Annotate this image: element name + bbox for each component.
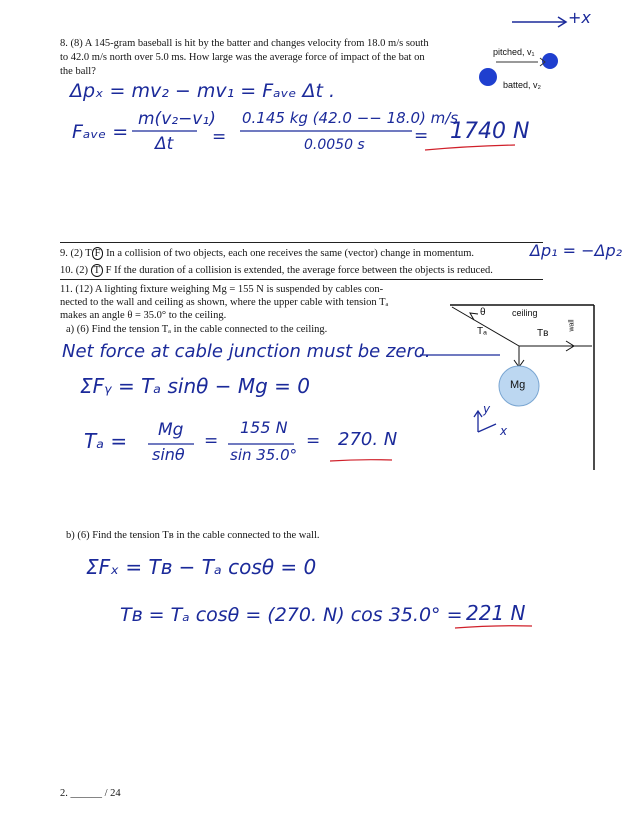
q11-work-b-line-2: Tʙ = Tₐ cosθ = (270. N) cos 35.0° = (120, 604, 463, 626)
q10-post: F If the duration of a collision is extended, the average force between the objects is reduced. (103, 265, 493, 276)
q11-work-a-eq2: = (306, 431, 321, 451)
q11-work-b-line-1: ΣFₓ = Tʙ − Tₐ cosθ = 0 (86, 555, 317, 579)
q9-post: In a collision of two objects, each one receives the same (vector) change in momentum. (103, 248, 475, 259)
answer-underline-q8 (425, 145, 515, 150)
q11-answer-b: 221 N (466, 601, 526, 625)
diagram-tb: Tʙ (537, 328, 549, 339)
rule-above-q11 (60, 279, 543, 280)
label-batted: batted, v₂ (503, 80, 542, 90)
q11-line-1: 11. (12) A lighting fixture weighing Mg = 155 N is suspended by cables con- (60, 284, 384, 295)
q8-work-numerator: 0.145 kg (42.0 −− 18.0) m/s (242, 109, 459, 127)
q8-line-1: 8. (8) A 145-gram baseball is hit by the batter and changes velocity from 18.0 m/s south (60, 38, 429, 49)
q8-work-eq2: = (414, 126, 429, 146)
q9-circled-answer: F (92, 247, 104, 260)
q9-pre: 9. (2) T (60, 248, 92, 259)
plus-x-label: +x (568, 8, 591, 27)
q11-line-3: makes an angle θ = 35.0° to the ceiling. (60, 310, 227, 321)
q11-work-a-f1-num: Mg (158, 420, 184, 440)
q9-hand-note: Δp₁ = −Δp₂ (530, 241, 623, 260)
batted-ball (479, 68, 497, 86)
axis-x (478, 424, 496, 432)
q8-line-2: to 42.0 m/s north over 5.0 ms. How large was the average force of impact of the bat on (60, 52, 425, 63)
q11-work-a-f1-den: sinθ (152, 445, 185, 464)
axes-x-label: x (500, 424, 508, 438)
q10-circled-answer: T (91, 264, 103, 277)
diagram-ceiling: ceiling (512, 308, 538, 318)
q11-work-a-f2-num: 155 N (240, 418, 288, 437)
answer-underline-q11a (330, 460, 392, 461)
q8-work-frac-num: m(v₂−v₁) (138, 109, 216, 129)
diagram-wall: wall (568, 319, 576, 332)
q8-work-frac-den: Δt (155, 134, 174, 154)
q11-line-2: nected to the wall and ceiling as shown, where the upper cable with tension Tₐ (60, 297, 389, 308)
q11-work-a-f2-den: sin 35.0° (230, 446, 298, 464)
q8-work-denominator: 0.0050 s (304, 137, 365, 153)
q9-text (60, 247, 474, 260)
q11-part-a: a) (6) Find the tension Tₐ in the cable connected to the ceiling. (66, 324, 328, 335)
rule-above-q9 (60, 242, 543, 243)
page-score: 2. ______ / 24 (60, 788, 121, 799)
diagram-mg: Mg (510, 379, 526, 391)
q11-work-a-eq: = (204, 431, 219, 451)
q8-work-line-1: Δpₓ = mv₂ − mv₁ = Fₐᵥₑ Δt . (70, 80, 336, 102)
label-pitched: pitched, v₁ (493, 47, 535, 57)
q10-pre: 10. (2) (60, 265, 91, 276)
q11-net-force-note: Net force at cable junction must be zero. (62, 341, 431, 362)
diagram-theta: θ (480, 307, 486, 318)
q10-text (60, 264, 493, 277)
answer-underline-q11b (455, 626, 532, 628)
q11-part-b: b) (6) Find the tension Tʙ in the cable connected to the wall. (66, 530, 320, 541)
axes-y-label: y (483, 402, 491, 416)
q11-work-a-lhs: Tₐ = (84, 429, 128, 453)
ta-arrowhead (470, 313, 478, 320)
q11-work-a-line-1: ΣFᵧ = Tₐ sinθ − Mg = 0 (80, 374, 310, 398)
q11-answer-a: 270. N (338, 429, 398, 450)
q8-answer: 1740 N (450, 119, 530, 144)
q8-work-fave-lhs: Fₐᵥₑ = (72, 121, 129, 143)
diagram-ta: Tₐ (477, 326, 487, 337)
q8-work-eq: = (212, 127, 227, 147)
q8-line-3: the ball? (60, 66, 96, 77)
